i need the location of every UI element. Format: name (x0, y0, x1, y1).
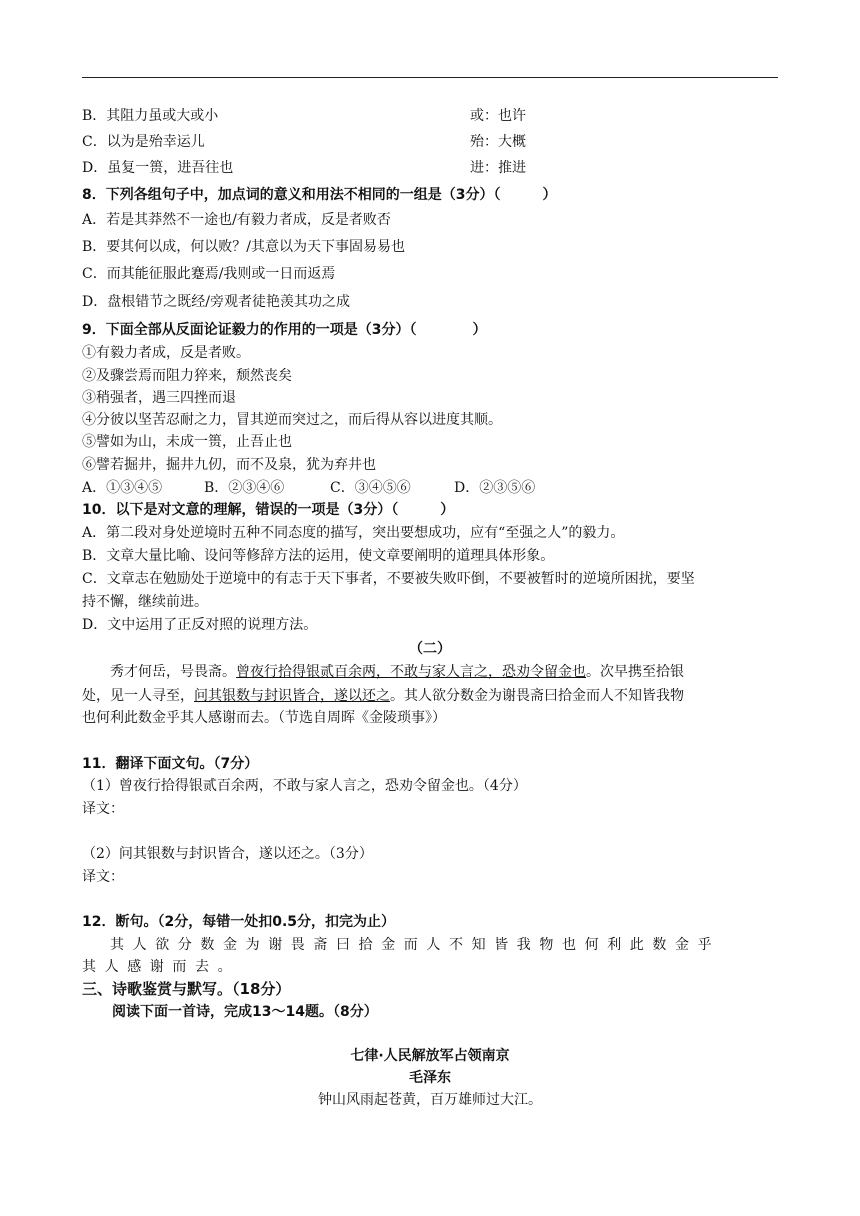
q12-stem: 12．断句。（2分，每错一处扣0.5分，扣完为止） (82, 914, 396, 930)
q10-stem: 10．以下是对文意的理解，错误的一项是（3分）（ ） (82, 502, 455, 518)
q11-part-2-answer: 译文： (82, 869, 124, 885)
q7-option-d (82, 158, 778, 178)
passage2-line-3: 也何利此数金乎其人感谢而去。（节选自周晖《金陵琐事》） (82, 710, 446, 726)
passage2-line-2 (82, 686, 778, 706)
q9-choice-a: A．①③④⑤ (82, 480, 163, 496)
q9-item-3: ③稍强者，遇三四挫而退 (82, 390, 236, 406)
poem-author: 毛泽东 (409, 1070, 451, 1086)
q7-option-b (82, 106, 778, 126)
q9-choice-c: C．③④⑤⑥ (330, 480, 411, 496)
passage2-heading: （二） (409, 641, 451, 657)
poem-line-1: 钟山风雨起苍黄，百万雄师过大江。 (318, 1092, 542, 1108)
q9-item-1: ①有毅力者成，反是者败。 (82, 345, 250, 361)
q12-text-2: 其人感谢而去。 (82, 959, 241, 975)
q7-option-b-meaning: 或：也许 (470, 108, 526, 124)
q8-option-b: B．要其何以成，何以败？/其意以为天下事固易易也 (82, 239, 406, 255)
poem-title: 七律·人民解放军占领南京 (350, 1048, 510, 1064)
q8-option-c: C．而其能征服此蹇焉/我则或一日而返焉 (82, 266, 336, 282)
q9-choice-d: D．②③⑤⑥ (454, 480, 536, 496)
passage2-line-1 (82, 662, 806, 682)
q11-part-2: （2）问其银数与封识皆合，遂以还之。（3分） (82, 846, 373, 862)
q10-option-a: A．第二段对身处逆境时五种不同态度的描写，突出要想成功，应有“至强之人”的毅力。 (82, 525, 625, 541)
q10-option-c: C．文章志在勉励处于逆境中的有志于天下事者，不要被失败吓倒，不要被暂时的逆境所困扰，要坚 (82, 571, 695, 587)
q8-option-d: D．盘根错节之既经/旁观者徒艳羡其功之成 (82, 294, 350, 310)
q9-choices (82, 478, 778, 498)
section3-heading: 三、诗歌鉴赏与默写。（18分） (82, 980, 291, 998)
q9-stem: 9．下面全部从反面论证毅力的作用的一项是（3分）（ ） (82, 322, 487, 338)
q9-choice-b: B．②③④⑥ (204, 480, 285, 496)
q11-part-1: （1）曾夜行拾得银贰百余两，不敢与家人言之，恐劝令留金也。（4分） (82, 778, 527, 794)
q10-option-b: B．文章大量比喻、设问等修辞方法的运用，使文章要阐明的道理具体形象。 (82, 548, 555, 564)
q11-part-1-answer: 译文： (82, 801, 124, 817)
q7-option-d-meaning: 进：推进 (470, 160, 526, 176)
q7-option-c (82, 132, 778, 152)
q10-option-c-cont: 持不懈，继续前进。 (82, 594, 208, 610)
passage2-line-1-a: 秀才何岳，号畏斋。 (110, 664, 236, 680)
q11-stem: 11．翻译下面文句。（7分） (82, 756, 259, 772)
header-rule (82, 77, 778, 78)
q9-item-2: ②及骤尝焉而阻力猝来，颓然丧矣 (82, 368, 292, 384)
q9-item-4: ④分彼以坚苦忍耐之力，冒其逆而突过之，而后得从容以进度其顺。 (82, 412, 502, 428)
q7-option-d-label: D．虽复一篑，进吾往也 (82, 160, 234, 176)
q10-option-d: D．文中运用了正反对照的说理方法。 (82, 617, 318, 633)
passage2-line-2-c: 。其人欲分数金为谢畏斋曰拾金而人不知皆我物 (390, 688, 684, 704)
passage2-line-1-c: 。次早携至拾银 (586, 664, 684, 680)
q9-item-6: ⑥譬若掘井，掘井九仞，而不及泉，犹为弃井也 (82, 457, 376, 473)
q12-text-1: 其人欲分数金为谢畏斋曰拾金而人不知皆我物也何利此数金乎 (110, 937, 721, 953)
q7-option-b-label: B．其阻力虽或大或小 (82, 108, 219, 124)
section3-instruction: 阅读下面一首诗，完成13～14题。（8分） (112, 1004, 378, 1020)
q7-option-c-label: C．以为是殆幸运儿 (82, 134, 205, 150)
q9-item-5: ⑤譬如为山，未成一篑，止吾止也 (82, 434, 292, 450)
passage2-underline-1: 曾夜行拾得银贰百余两，不敢与家人言之，恐劝令留金也 (236, 664, 586, 680)
passage2-line-2-a: 处，见一人寻至， (82, 688, 194, 704)
passage2-underline-2: 问其银数与封识皆合，遂以还之 (194, 688, 390, 704)
q8-stem: 8．下列各组句子中，加点词的意义和用法不相同的一组是（3分）（ ） (82, 187, 557, 203)
q8-option-a: A．若是其莽然不一途也/有毅力者成，反是者败否 (82, 212, 391, 228)
q7-option-c-meaning: 殆：大概 (470, 134, 526, 150)
